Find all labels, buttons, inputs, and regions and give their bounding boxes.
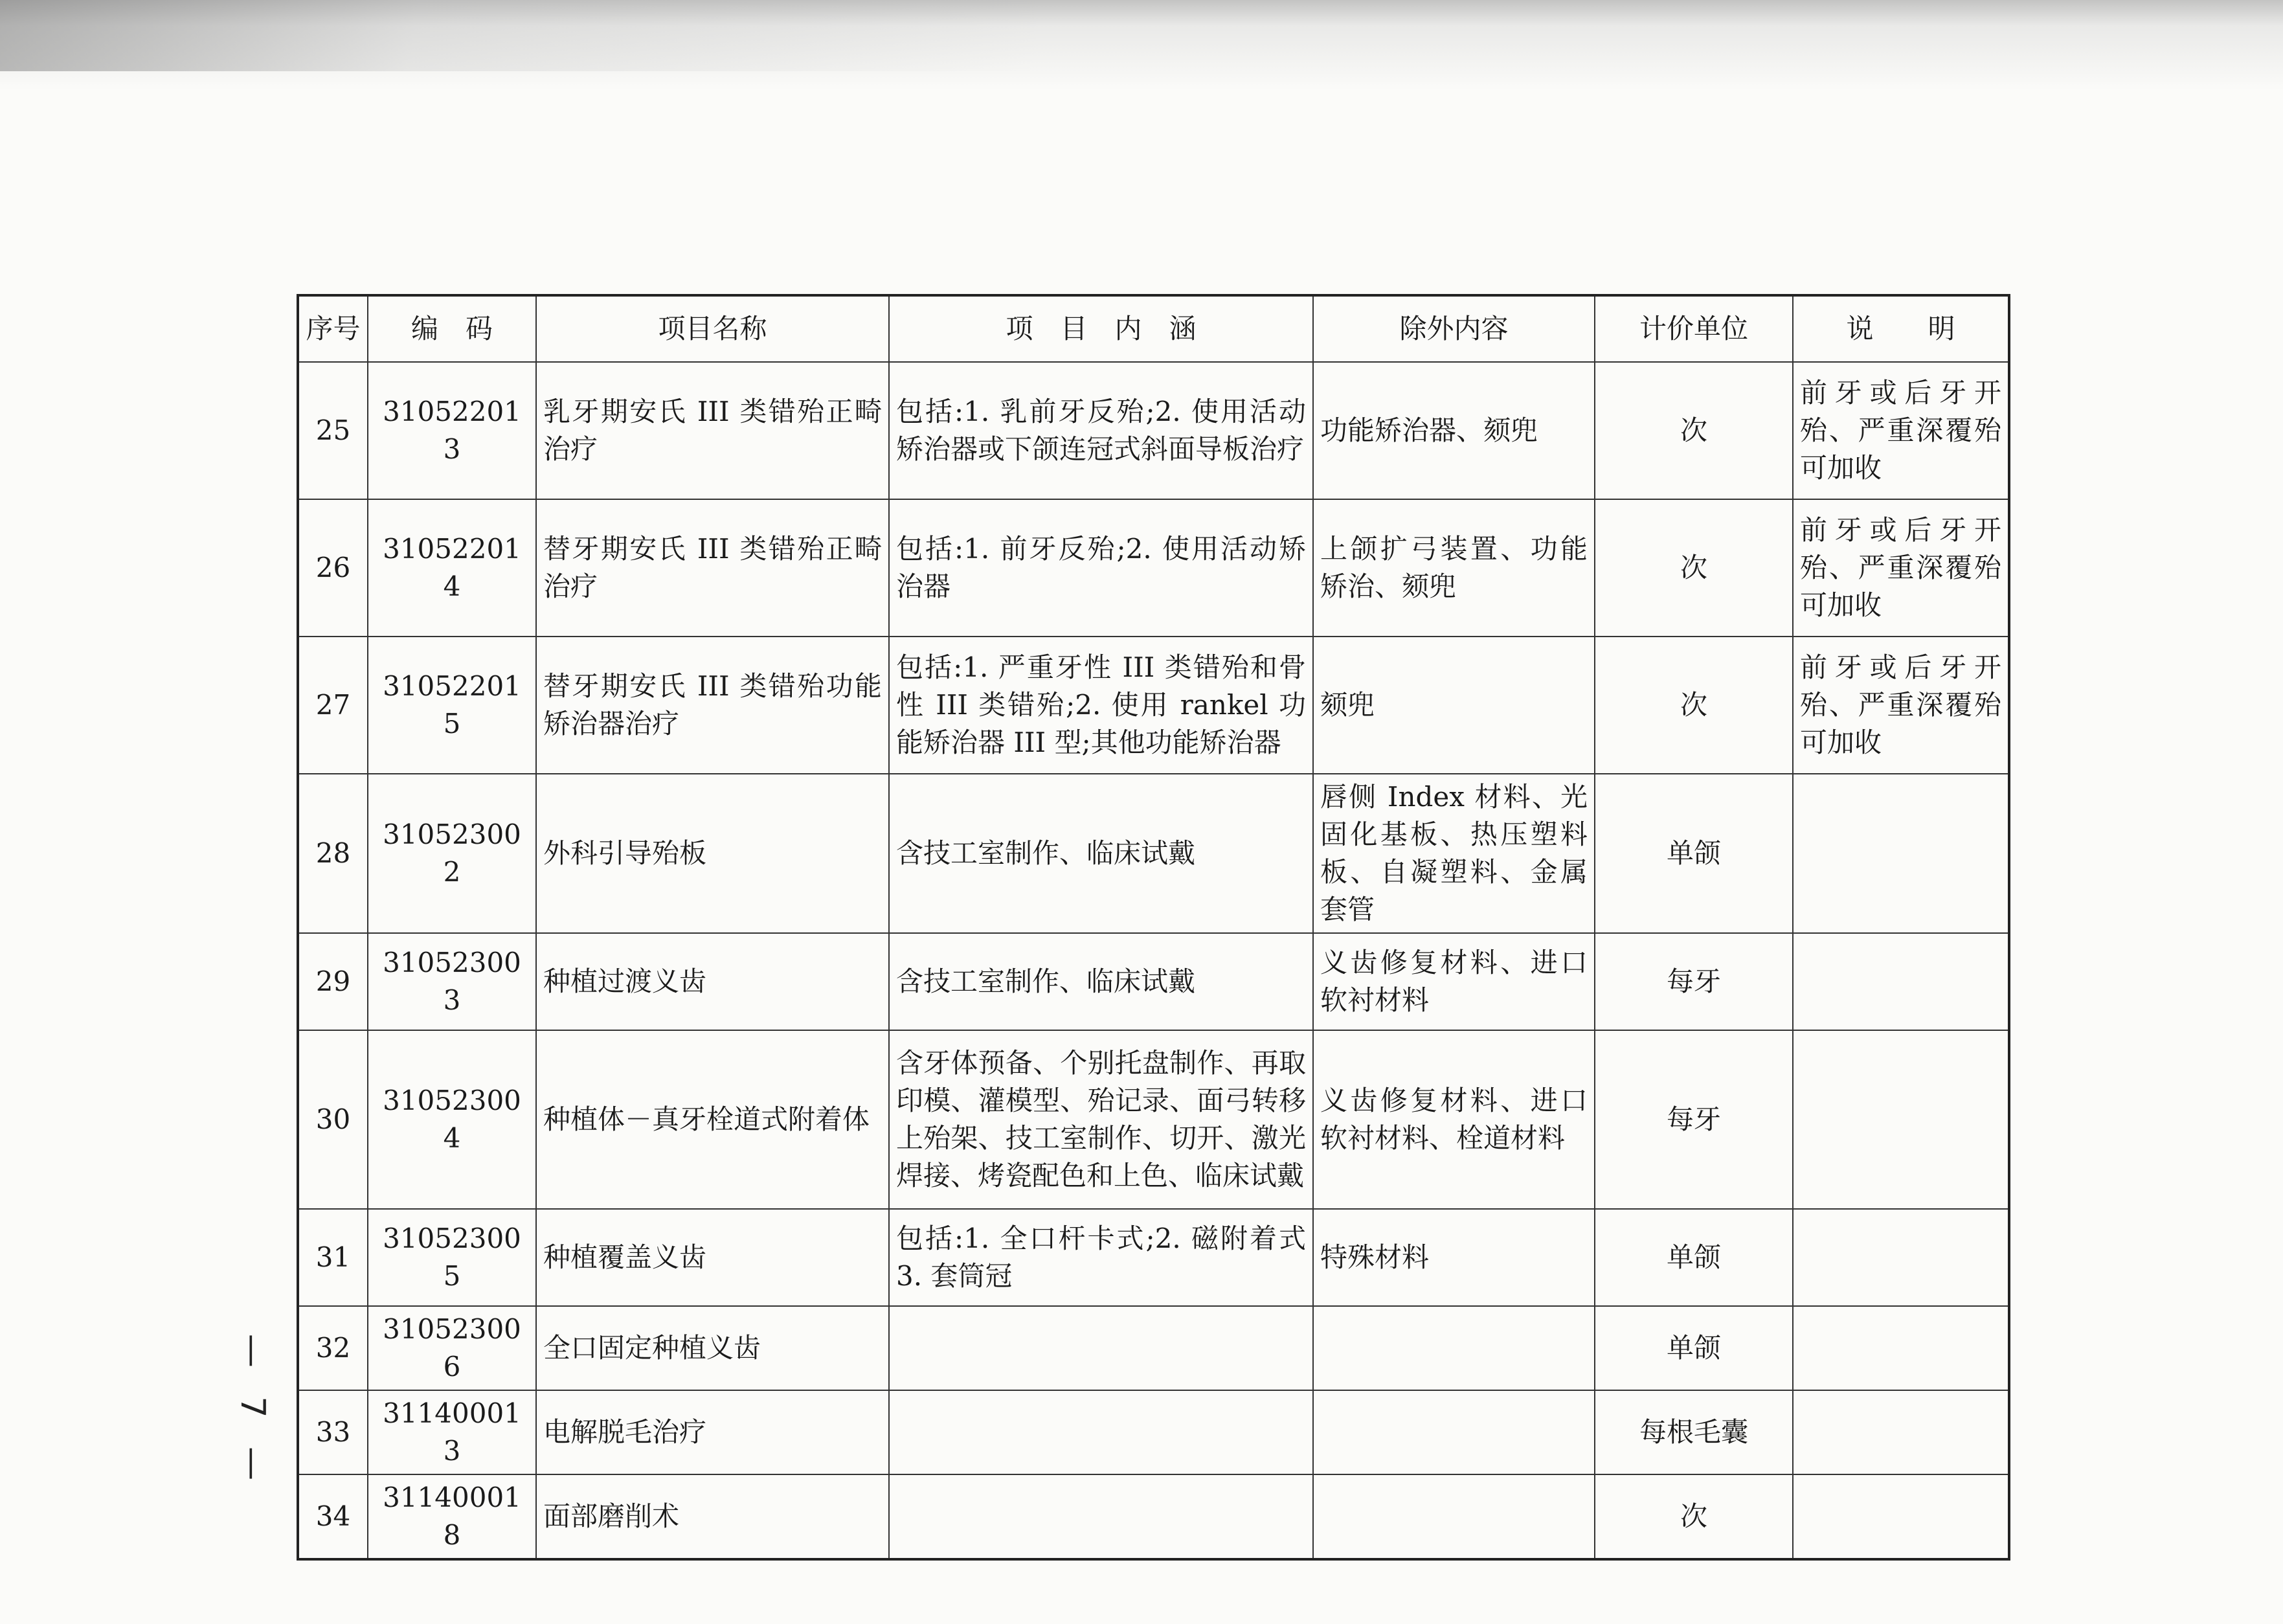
cell-content: 含牙体预备、个别托盘制作、再取印模、灌模型、殆记录、面弓转移上殆架、技工室制作、切开、激光焊接、烤瓷配色和上色、临床试戴 — [889, 1030, 1313, 1209]
cell-content: 包括:1. 前牙反殆;2. 使用活动矫治器 — [889, 499, 1313, 637]
cell-unit: 每牙 — [1595, 1030, 1793, 1209]
cell-exclude — [1313, 1390, 1595, 1474]
cell-exclude: 义齿修复材料、进口软衬材料、栓道材料 — [1313, 1030, 1595, 1209]
table-row — [298, 933, 2009, 1030]
header-unit: 计价单位 — [1595, 295, 1793, 362]
table-row — [298, 1390, 2009, 1474]
cell-code: 310523004 — [368, 1030, 536, 1209]
cell-code: 310522013 — [368, 362, 536, 499]
cell-unit: 每牙 — [1595, 933, 1793, 1030]
header-content: 项 目 内 涵 — [889, 295, 1313, 362]
cell-no: 26 — [298, 499, 368, 637]
cell-code: 311400018 — [368, 1474, 536, 1559]
cell-note: 前牙或后牙开殆、严重深覆殆可加收 — [1793, 637, 2009, 774]
cell-exclude: 特殊材料 — [1313, 1209, 1595, 1306]
cell-unit: 次 — [1595, 499, 1793, 637]
cell-unit: 单颌 — [1595, 774, 1793, 933]
cell-unit: 次 — [1595, 1474, 1793, 1559]
cell-note — [1793, 774, 2009, 933]
cell-note — [1793, 1306, 2009, 1390]
cell-no: 31 — [298, 1209, 368, 1306]
cell-name: 种植过渡义齿 — [536, 933, 889, 1030]
cell-exclude — [1313, 1306, 1595, 1390]
scan-shadow-corner — [0, 0, 1036, 71]
cell-no: 32 — [298, 1306, 368, 1390]
cell-no: 29 — [298, 933, 368, 1030]
table-row — [298, 1209, 2009, 1306]
cell-no: 34 — [298, 1474, 368, 1559]
cell-unit: 每根毛囊 — [1595, 1390, 1793, 1474]
cell-unit: 次 — [1595, 362, 1793, 499]
table-row — [298, 362, 2009, 499]
header-no: 序号 — [298, 295, 368, 362]
table-row — [298, 1030, 2009, 1209]
cell-exclude: 颏兜 — [1313, 637, 1595, 774]
cell-no: 33 — [298, 1390, 368, 1474]
table-row — [298, 774, 2009, 933]
cell-code: 310523002 — [368, 774, 536, 933]
cell-exclude: 义齿修复材料、进口软衬材料 — [1313, 933, 1595, 1030]
cell-name: 电解脱毛治疗 — [536, 1390, 889, 1474]
cell-name: 外科引导殆板 — [536, 774, 889, 933]
cell-code: 311400013 — [368, 1390, 536, 1474]
cell-no: 30 — [298, 1030, 368, 1209]
cell-note — [1793, 1390, 2009, 1474]
cell-note — [1793, 1030, 2009, 1209]
header-code: 编 码 — [368, 295, 536, 362]
cell-name: 替牙期安氏 III 类错殆正畸治疗 — [536, 499, 889, 637]
cell-note — [1793, 1209, 2009, 1306]
cell-content: 含技工室制作、临床试戴 — [889, 774, 1313, 933]
cell-name: 替牙期安氏 III 类错殆功能矫治器治疗 — [536, 637, 889, 774]
table-row — [298, 637, 2009, 774]
cell-name: 面部磨削术 — [536, 1474, 889, 1559]
page-number — [214, 1324, 291, 1499]
cell-name: 乳牙期安氏 III 类错殆正畸治疗 — [536, 362, 889, 499]
header-note: 说 明 — [1793, 295, 2009, 362]
cell-no: 25 — [298, 362, 368, 499]
cell-note — [1793, 1474, 2009, 1559]
cell-content: 包括:1. 全口杆卡式;2. 磁附着式 3. 套筒冠 — [889, 1209, 1313, 1306]
cell-note: 前牙或后牙开殆、严重深覆殆可加收 — [1793, 362, 2009, 499]
table-row — [298, 499, 2009, 637]
header-name: 项目名称 — [536, 295, 889, 362]
cell-content — [889, 1474, 1313, 1559]
cell-code: 310523006 — [368, 1306, 536, 1390]
cell-no: 27 — [298, 637, 368, 774]
cell-exclude — [1313, 1474, 1595, 1559]
cell-exclude: 唇侧 Index 材料、光固化基板、热压塑料板、自凝塑料、金属套管 — [1313, 774, 1595, 933]
cell-code: 310522015 — [368, 637, 536, 774]
cell-exclude: 上颌扩弓装置、功能矫治、颏兜 — [1313, 499, 1595, 637]
cell-code: 310523003 — [368, 933, 536, 1030]
cell-no: 28 — [298, 774, 368, 933]
cell-unit: 次 — [1595, 637, 1793, 774]
cell-content: 含技工室制作、临床试戴 — [889, 933, 1313, 1030]
header-exclude: 除外内容 — [1313, 295, 1595, 362]
cell-name: 全口固定种植义齿 — [536, 1306, 889, 1390]
cell-code: 310522014 — [368, 499, 536, 637]
pricing-table — [297, 294, 2010, 1561]
cell-content: 包括:1. 严重牙性 III 类错殆和骨性 III 类错殆;2. 使用 rankel 功能矫治器 III 型;其他功能矫治器 — [889, 637, 1313, 774]
table-header-row — [298, 295, 2009, 362]
cell-unit: 单颌 — [1595, 1306, 1793, 1390]
cell-name: 种植覆盖义齿 — [536, 1209, 889, 1306]
cell-content — [889, 1390, 1313, 1474]
cell-code: 310523005 — [368, 1209, 536, 1306]
cell-content: 包括:1. 乳前牙反殆;2. 使用活动矫治器或下颌连冠式斜面导板治疗 — [889, 362, 1313, 499]
table-row — [298, 1474, 2009, 1559]
cell-unit: 单颌 — [1595, 1209, 1793, 1306]
cell-note: 前牙或后牙开殆、严重深覆殆可加收 — [1793, 499, 2009, 637]
cell-note — [1793, 933, 2009, 1030]
cell-content — [889, 1306, 1313, 1390]
table-row — [298, 1306, 2009, 1390]
cell-name: 种植体－真牙栓道式附着体 — [536, 1030, 889, 1209]
page-number-text: — 7 — — [233, 1333, 272, 1490]
cell-exclude: 功能矫治器、颏兜 — [1313, 362, 1595, 499]
